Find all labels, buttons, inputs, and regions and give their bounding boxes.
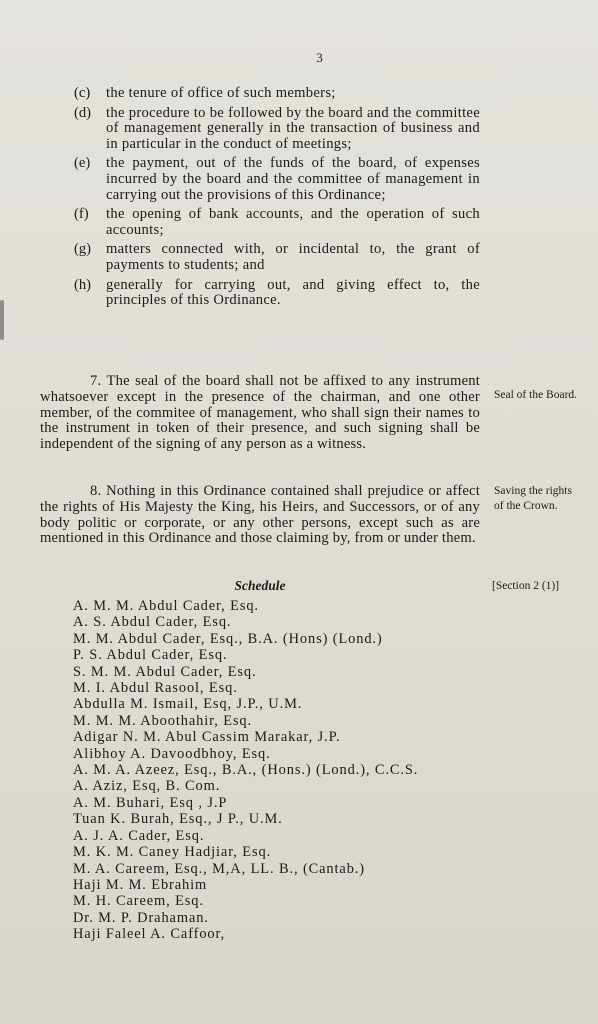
clause-text: the tenure of office of such members;: [106, 85, 336, 101]
schedule-title: Schedule: [234, 578, 286, 593]
schedule-name: Dr. M. P. Drahaman.: [73, 909, 209, 926]
clause-label: (e): [74, 155, 91, 172]
clause-list: [74, 86, 480, 313]
schedule-name: M. H. Careem, Esq.: [73, 893, 204, 910]
clause-label: (c): [74, 85, 91, 101]
schedule-name: Abdulla M. Ismail, Esq, J.P., U.M.: [73, 696, 303, 713]
clause-item: [74, 156, 480, 203]
schedule-name: Alibhoy A. Davoodbhoy, Esq.: [73, 745, 271, 762]
schedule-name: A. S. Abdul Cader, Esq.: [73, 614, 232, 631]
clause-label: (d): [74, 104, 92, 121]
clause-text: the payment, out of the funds of the board, of expenses incurred by the board and the committee of management in carrying out the provisions of this Ordinance;: [106, 155, 480, 203]
clause-item: [74, 278, 480, 309]
clause-label: (f): [74, 206, 89, 223]
clause-text: matters connected with, or incidental to, the grant of payments to students; and: [106, 241, 480, 273]
clause-label: (g): [74, 241, 92, 258]
schedule-name-list: [73, 598, 543, 943]
schedule-name: M. M. Abdul Cader, Esq., B.A. (Hons) (Lond.): [73, 630, 383, 647]
clause-item: [74, 242, 480, 273]
schedule-name: A. J. A. Cader, Esq.: [73, 827, 205, 844]
schedule-name: Adigar N. M. Abul Cassim Marakar, J.P.: [73, 729, 341, 746]
schedule-name: S. M. M. Abdul Cader, Esq.: [73, 663, 257, 680]
clause-item: [74, 106, 480, 153]
side-note-seal: Seal of the Board.: [494, 389, 578, 401]
schedule-name: M. A. Careem, Esq., M,A, LL. B., (Cantab.): [73, 860, 365, 877]
schedule-reference: [Section 2 (1)]: [492, 580, 560, 592]
schedule-name: Tuan K. Burah, Esq., J P., U.M.: [73, 811, 283, 828]
clause-label: (h): [74, 276, 92, 293]
schedule-name: M. K. M. Caney Hadjiar, Esq.: [73, 844, 272, 861]
clause-item: [74, 86, 480, 102]
schedule-name: A. M. M. Abdul Cader, Esq.: [73, 598, 259, 614]
schedule-name: A. M. Buhari, Esq , J.P: [73, 794, 228, 811]
schedule-name: P. S. Abdul Cader, Esq.: [73, 647, 228, 664]
schedule-name: M. I. Abdul Rasool, Esq.: [73, 680, 238, 697]
schedule-name: Haji Faleel A. Caffoor,: [73, 926, 226, 943]
page-margin-mark: [0, 300, 4, 340]
clause-text: generally for carrying out, and giving effect to, the principles of this Ordinance.: [106, 276, 480, 309]
section-8-text: 8. Nothing in this Ordinance contained shall prejudice or affect the rights of His Majesty the King, his Heirs, and Successors, or of any body politic or corporate, or any other persons, except such as are mentioned in this Ordinance and those claiming by, from or under them.: [40, 483, 480, 547]
side-note-crown: Saving the rights of the Crown.: [494, 485, 572, 512]
page-number: 3: [316, 50, 324, 65]
schedule-name: A. Aziz, Esq, B. Com.: [73, 778, 221, 795]
clause-item: [74, 207, 480, 238]
schedule-name: A. M. A. Azeez, Esq., B.A., (Hons.) (Lond.), C.C.S.: [73, 762, 419, 779]
clause-text: the procedure to be followed by the board and the committee of management generally in the transaction of business and in particular in the conduct of meetings;: [106, 104, 480, 152]
section-7-text: 7. The seal of the board shall not be affixed to any instrument whatsoever except in the presence of the chairman, and one other member, of the commitee of management, who shall sign their names to the instrument in token of their presence, and such signing shall be independent of the signing of any person as a witness.: [40, 373, 480, 453]
clause-text: the opening of bank accounts, and the operation of such accounts;: [106, 206, 480, 238]
schedule-name: Haji M. M. Ebrahim: [73, 876, 208, 893]
schedule-name: M. M. M. Aboothahir, Esq.: [73, 712, 253, 729]
